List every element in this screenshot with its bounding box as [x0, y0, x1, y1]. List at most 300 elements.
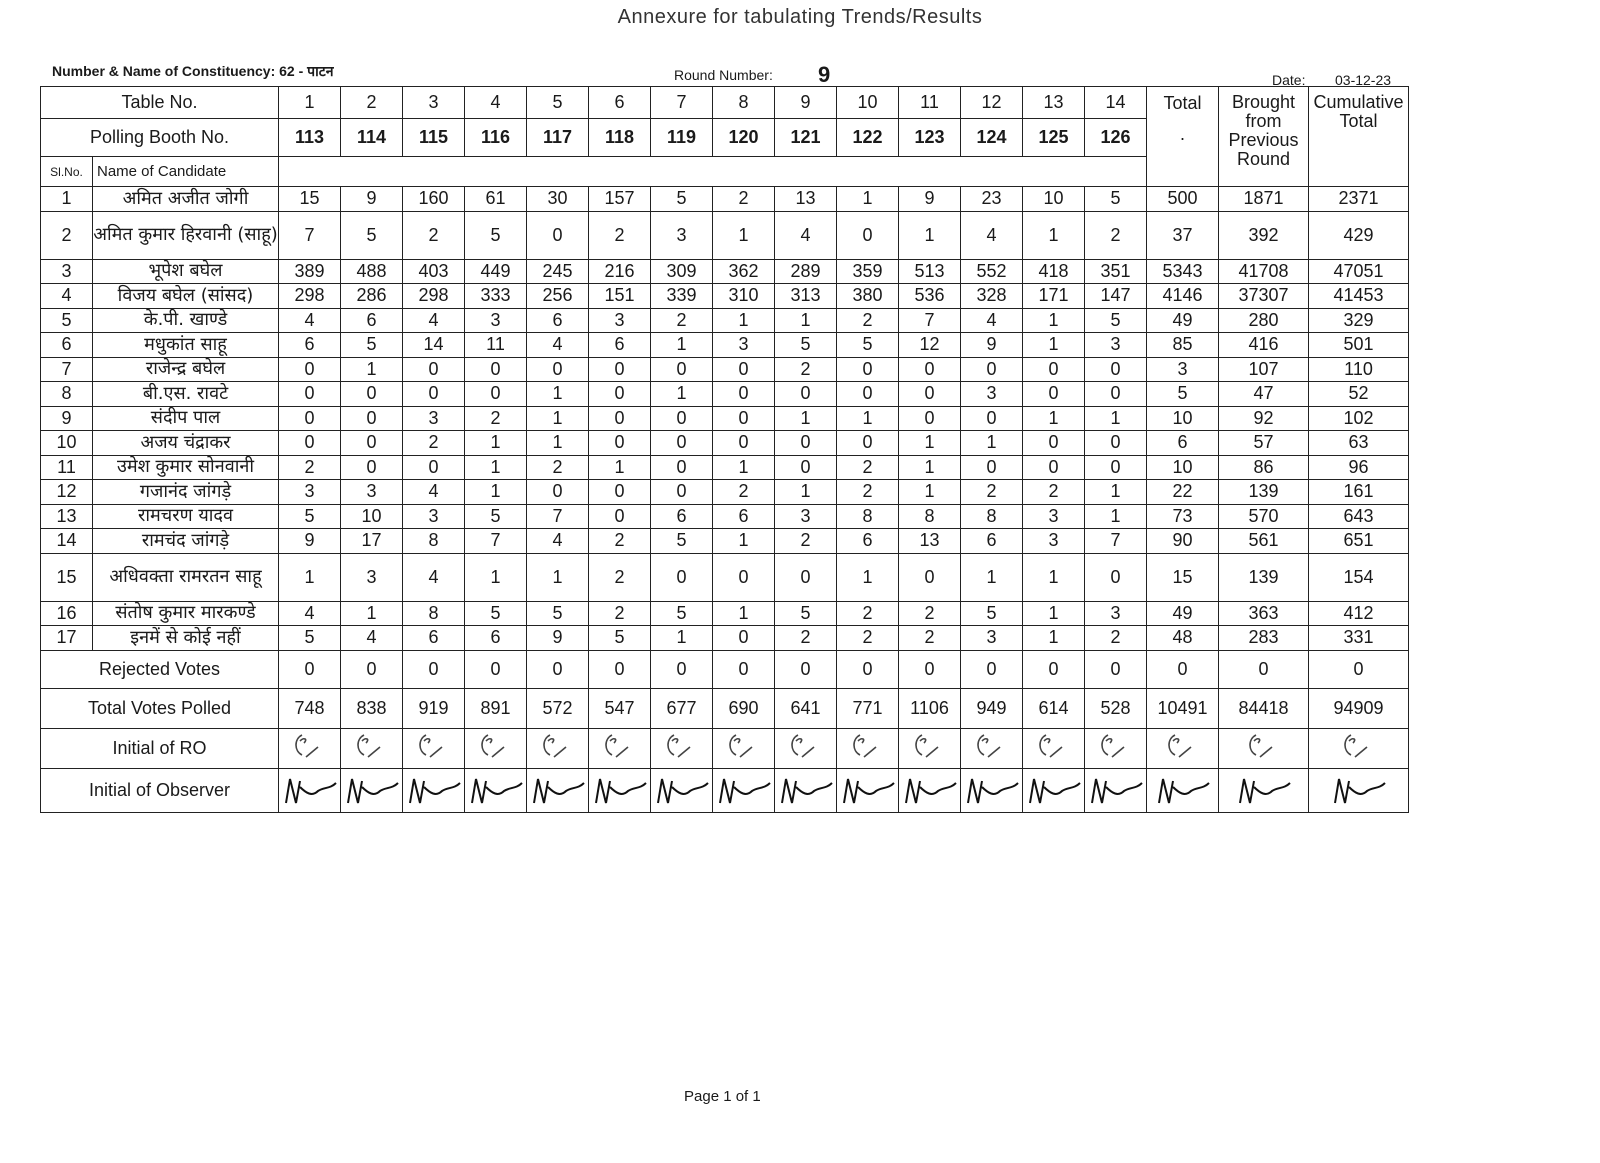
polled-cell: 771 — [837, 688, 899, 728]
ro-signature — [837, 728, 899, 768]
vote-cell: 8 — [403, 529, 465, 554]
table-no-cell: 3 — [403, 87, 465, 119]
vote-cell: 7 — [1085, 529, 1147, 554]
vote-cell: 0 — [403, 455, 465, 480]
vote-cell: 3 — [961, 382, 1023, 407]
vote-cell: 0 — [651, 431, 713, 456]
vote-cell: 0 — [589, 480, 651, 505]
vote-cell: 6 — [279, 333, 341, 358]
candidate-row — [41, 529, 1409, 554]
ro-signature — [713, 728, 775, 768]
vote-cell: 286 — [341, 284, 403, 309]
table-no-cell: 9 — [775, 87, 837, 119]
candidate-brought: 363 — [1219, 601, 1309, 626]
vote-cell: 5 — [341, 333, 403, 358]
booth-cell: 123 — [899, 119, 961, 157]
ro-signature — [341, 728, 403, 768]
vote-cell: 403 — [403, 259, 465, 284]
vote-cell: 0 — [589, 431, 651, 456]
vote-cell: 1 — [713, 308, 775, 333]
vote-cell: 0 — [465, 357, 527, 382]
vote-cell: 4 — [961, 308, 1023, 333]
candidate-total: 4146 — [1147, 284, 1219, 309]
candidate-total: 73 — [1147, 504, 1219, 529]
polled-label: Total Votes Polled — [41, 688, 279, 728]
vote-cell: 9 — [899, 187, 961, 212]
candidate-cumulative: 63 — [1309, 431, 1409, 456]
candidate-name: इनमें से कोई नहीं — [93, 626, 279, 651]
candidate-cumulative: 2371 — [1309, 187, 1409, 212]
vote-cell: 1 — [465, 455, 527, 480]
vote-cell: 0 — [961, 406, 1023, 431]
vote-cell: 2 — [899, 601, 961, 626]
candidate-name: मधुकांत साहू — [93, 333, 279, 358]
rejected-cell: 0 — [465, 650, 527, 688]
observer-signature — [1219, 768, 1309, 812]
vote-cell: 1 — [1023, 406, 1085, 431]
candidate-total: 49 — [1147, 601, 1219, 626]
booth-cell: 114 — [341, 119, 403, 157]
vote-cell: 6 — [589, 333, 651, 358]
candidate-slno: 15 — [41, 553, 93, 601]
vote-cell: 30 — [527, 187, 589, 212]
vote-cell: 488 — [341, 259, 403, 284]
observer-signature — [1085, 768, 1147, 812]
vote-cell: 513 — [899, 259, 961, 284]
polled-cell: 838 — [341, 688, 403, 728]
candidate-slno: 9 — [41, 406, 93, 431]
candidate-name: भूपेश बघेल — [93, 259, 279, 284]
vote-cell: 2 — [589, 211, 651, 259]
vote-cell: 5 — [651, 601, 713, 626]
vote-cell: 12 — [899, 333, 961, 358]
candidate-name: संदीप पाल — [93, 406, 279, 431]
vote-cell: 7 — [527, 504, 589, 529]
vote-cell: 9 — [527, 626, 589, 651]
vote-cell: 4 — [961, 211, 1023, 259]
vote-cell: 8 — [403, 601, 465, 626]
observer-signature — [279, 768, 341, 812]
candidate-brought: 416 — [1219, 333, 1309, 358]
observer-signature — [713, 768, 775, 812]
vote-cell: 3 — [651, 211, 713, 259]
booth-cell: 113 — [279, 119, 341, 157]
vote-cell: 0 — [775, 382, 837, 407]
vote-cell: 10 — [1023, 187, 1085, 212]
candidate-row — [41, 480, 1409, 505]
vote-cell: 1 — [837, 553, 899, 601]
vote-cell: 3 — [341, 480, 403, 505]
rejected-cell: 0 — [589, 650, 651, 688]
vote-cell: 1 — [1023, 601, 1085, 626]
vote-cell: 3 — [1085, 333, 1147, 358]
candidate-slno: 5 — [41, 308, 93, 333]
date-label: Date: — [1272, 72, 1306, 88]
table-no-cell: 8 — [713, 87, 775, 119]
constituency-label: Number & Name of Constituency: 62 - पाटन — [52, 63, 334, 79]
candidate-total: 22 — [1147, 480, 1219, 505]
table-no-row — [41, 87, 1409, 119]
candidate-cumulative: 47051 — [1309, 259, 1409, 284]
vote-cell: 4 — [279, 601, 341, 626]
candidate-row — [41, 504, 1409, 529]
polled-cell: 919 — [403, 688, 465, 728]
candidate-cumulative: 331 — [1309, 626, 1409, 651]
candidate-slno: 8 — [41, 382, 93, 407]
vote-cell: 3 — [341, 553, 403, 601]
candidate-cumulative: 651 — [1309, 529, 1409, 554]
observer-signature — [527, 768, 589, 812]
vote-cell: 2 — [651, 308, 713, 333]
vote-cell: 1 — [651, 626, 713, 651]
booth-cell: 119 — [651, 119, 713, 157]
candidate-total: 37 — [1147, 211, 1219, 259]
vote-cell: 0 — [279, 431, 341, 456]
booth-cell: 120 — [713, 119, 775, 157]
vote-cell: 5 — [341, 211, 403, 259]
candidate-brought: 107 — [1219, 357, 1309, 382]
vote-cell: 17 — [341, 529, 403, 554]
polled-cell: 949 — [961, 688, 1023, 728]
vote-cell: 1 — [1085, 504, 1147, 529]
vote-cell: 14 — [403, 333, 465, 358]
vote-cell: 11 — [465, 333, 527, 358]
vote-cell: 1 — [713, 455, 775, 480]
polled-cell: 614 — [1023, 688, 1085, 728]
candidate-total: 10 — [1147, 455, 1219, 480]
vote-cell: 1 — [837, 406, 899, 431]
polled-cell: 677 — [651, 688, 713, 728]
vote-cell: 0 — [1023, 357, 1085, 382]
vote-cell: 0 — [527, 211, 589, 259]
candidate-slno: 11 — [41, 455, 93, 480]
observer-signature — [589, 768, 651, 812]
vote-cell: 2 — [961, 480, 1023, 505]
vote-cell: 1 — [1023, 308, 1085, 333]
vote-cell: 2 — [403, 431, 465, 456]
slno-header: Sl.No. — [41, 157, 93, 187]
rejected-cell: 0 — [961, 650, 1023, 688]
vote-cell: 0 — [527, 480, 589, 505]
candidate-cumulative: 102 — [1309, 406, 1409, 431]
vote-cell: 1 — [713, 529, 775, 554]
vote-cell: 389 — [279, 259, 341, 284]
vote-cell: 1 — [279, 553, 341, 601]
candidate-row — [41, 431, 1409, 456]
vote-cell: 339 — [651, 284, 713, 309]
observer-signature — [651, 768, 713, 812]
candidate-cumulative: 41453 — [1309, 284, 1409, 309]
ro-signature — [1147, 728, 1219, 768]
rejected-brought: 0 — [1219, 650, 1309, 688]
ro-signature — [1023, 728, 1085, 768]
vote-cell: 0 — [279, 382, 341, 407]
vote-cell: 0 — [1023, 431, 1085, 456]
candidate-row — [41, 308, 1409, 333]
rejected-cell: 0 — [651, 650, 713, 688]
vote-cell: 328 — [961, 284, 1023, 309]
vote-cell: 362 — [713, 259, 775, 284]
candidate-total: 6 — [1147, 431, 1219, 456]
candidate-total: 90 — [1147, 529, 1219, 554]
vote-cell: 2 — [837, 480, 899, 505]
vote-cell: 5 — [279, 626, 341, 651]
vote-cell: 1 — [713, 211, 775, 259]
candidate-name: के.पी. खाण्डे — [93, 308, 279, 333]
vote-cell: 1 — [961, 553, 1023, 601]
vote-cell: 6 — [837, 529, 899, 554]
candidate-total: 48 — [1147, 626, 1219, 651]
table-no-cell: 14 — [1085, 87, 1147, 119]
table-no-cell: 10 — [837, 87, 899, 119]
vote-cell: 0 — [899, 382, 961, 407]
vote-cell: 0 — [899, 553, 961, 601]
candidate-brought: 561 — [1219, 529, 1309, 554]
candidate-cumulative: 643 — [1309, 504, 1409, 529]
vote-cell: 1 — [899, 480, 961, 505]
vote-cell: 5 — [775, 333, 837, 358]
vote-cell: 1 — [527, 553, 589, 601]
candidate-brought: 570 — [1219, 504, 1309, 529]
vote-cell: 0 — [651, 357, 713, 382]
vote-cell: 536 — [899, 284, 961, 309]
vote-cell: 3 — [1023, 504, 1085, 529]
observer-signature — [341, 768, 403, 812]
vote-cell: 1 — [527, 382, 589, 407]
vote-cell: 1 — [775, 308, 837, 333]
vote-cell: 449 — [465, 259, 527, 284]
vote-cell: 5 — [775, 601, 837, 626]
vote-cell: 9 — [341, 187, 403, 212]
candidate-brought: 139 — [1219, 480, 1309, 505]
table-no-cell: 4 — [465, 87, 527, 119]
vote-cell: 359 — [837, 259, 899, 284]
vote-cell: 1 — [465, 553, 527, 601]
observer-signature — [837, 768, 899, 812]
vote-cell: 0 — [899, 406, 961, 431]
vote-cell: 2 — [1085, 211, 1147, 259]
candidate-brought: 86 — [1219, 455, 1309, 480]
vote-cell: 2 — [899, 626, 961, 651]
observer-signature — [465, 768, 527, 812]
vote-cell: 6 — [341, 308, 403, 333]
observer-signature — [403, 768, 465, 812]
vote-cell: 4 — [527, 529, 589, 554]
ro-signature — [589, 728, 651, 768]
vote-cell: 0 — [837, 357, 899, 382]
ro-signature — [1309, 728, 1409, 768]
candidate-row — [41, 406, 1409, 431]
vote-cell: 0 — [589, 357, 651, 382]
candidate-cumulative: 429 — [1309, 211, 1409, 259]
vote-cell: 0 — [1085, 455, 1147, 480]
vote-cell: 15 — [279, 187, 341, 212]
table-no-cell: 1 — [279, 87, 341, 119]
vote-cell: 0 — [589, 382, 651, 407]
vote-cell: 9 — [961, 333, 1023, 358]
observer-signature — [1147, 768, 1219, 812]
vote-cell: 157 — [589, 187, 651, 212]
vote-cell: 1 — [899, 455, 961, 480]
polled-brought: 84418 — [1219, 688, 1309, 728]
candidate-cumulative: 412 — [1309, 601, 1409, 626]
candidate-row — [41, 601, 1409, 626]
candidate-row — [41, 357, 1409, 382]
vote-cell: 5 — [465, 504, 527, 529]
candidate-slno: 4 — [41, 284, 93, 309]
vote-cell: 171 — [1023, 284, 1085, 309]
vote-cell: 10 — [341, 504, 403, 529]
polled-cell: 641 — [775, 688, 837, 728]
rejected-cell: 0 — [1085, 650, 1147, 688]
total-header-label: Total — [1163, 93, 1202, 113]
vote-cell: 1 — [1085, 406, 1147, 431]
vote-cell: 5 — [1085, 308, 1147, 333]
initial-observer-row — [41, 768, 1409, 812]
candidate-slno: 3 — [41, 259, 93, 284]
vote-cell: 380 — [837, 284, 899, 309]
vote-cell: 0 — [713, 626, 775, 651]
vote-cell: 0 — [837, 211, 899, 259]
ro-signature — [279, 728, 341, 768]
total-votes-row — [41, 688, 1409, 728]
vote-cell: 0 — [341, 406, 403, 431]
vote-cell: 2 — [465, 406, 527, 431]
vote-cell: 0 — [651, 406, 713, 431]
vote-cell: 5 — [837, 333, 899, 358]
candidate-brought: 57 — [1219, 431, 1309, 456]
round-label: Round Number: — [674, 67, 773, 83]
candidate-cumulative: 154 — [1309, 553, 1409, 601]
vote-cell: 2 — [1023, 480, 1085, 505]
initial-ro-row — [41, 728, 1409, 768]
vote-cell: 313 — [775, 284, 837, 309]
vote-cell: 418 — [1023, 259, 1085, 284]
vote-cell: 0 — [961, 455, 1023, 480]
vote-cell: 3 — [465, 308, 527, 333]
vote-cell: 0 — [341, 382, 403, 407]
vote-cell: 2 — [837, 601, 899, 626]
vote-cell: 5 — [589, 626, 651, 651]
candidate-name: अधिवक्ता रामरतन साहू — [93, 553, 279, 601]
candidate-slno: 13 — [41, 504, 93, 529]
vote-cell: 552 — [961, 259, 1023, 284]
candidate-slno: 16 — [41, 601, 93, 626]
vote-cell: 5 — [465, 601, 527, 626]
ro-signature — [403, 728, 465, 768]
vote-cell: 0 — [589, 406, 651, 431]
vote-cell: 2 — [837, 455, 899, 480]
vote-cell: 1 — [1023, 553, 1085, 601]
candidate-name: अमित कुमार हिरवानी (साहू) — [93, 211, 279, 259]
vote-cell: 3 — [403, 504, 465, 529]
round-number: 9 — [818, 62, 831, 87]
vote-cell: 2 — [837, 626, 899, 651]
table-no-cell: 13 — [1023, 87, 1085, 119]
booth-cell: 124 — [961, 119, 1023, 157]
vote-cell: 1 — [1023, 211, 1085, 259]
vote-cell: 1 — [589, 455, 651, 480]
rejected-cell: 0 — [899, 650, 961, 688]
vote-cell: 0 — [837, 431, 899, 456]
vote-cell: 0 — [837, 382, 899, 407]
vote-cell: 2 — [589, 553, 651, 601]
vote-cell: 1 — [527, 406, 589, 431]
vote-cell: 2 — [527, 455, 589, 480]
vote-cell: 8 — [899, 504, 961, 529]
vote-cell: 2 — [713, 480, 775, 505]
candidate-row — [41, 187, 1409, 212]
vote-cell: 4 — [279, 308, 341, 333]
vote-cell: 3 — [403, 406, 465, 431]
vote-cell: 0 — [1085, 553, 1147, 601]
table-no-cell: 5 — [527, 87, 589, 119]
rejected-label: Rejected Votes — [41, 650, 279, 688]
cumulative-header: Cumulative Total — [1309, 87, 1409, 187]
candidate-slno: 7 — [41, 357, 93, 382]
vote-cell: 2 — [403, 211, 465, 259]
candidate-brought: 41708 — [1219, 259, 1309, 284]
vote-cell: 1 — [1085, 480, 1147, 505]
polled-cell: 1106 — [899, 688, 961, 728]
candidate-slno: 6 — [41, 333, 93, 358]
ro-signature — [651, 728, 713, 768]
candidate-row — [41, 455, 1409, 480]
vote-cell: 2 — [279, 455, 341, 480]
vote-cell: 0 — [465, 382, 527, 407]
vote-cell: 61 — [465, 187, 527, 212]
vote-cell: 0 — [1023, 382, 1085, 407]
observer-signature — [775, 768, 837, 812]
vote-cell: 1 — [651, 333, 713, 358]
page-footer: Page 1 of 1 — [684, 1088, 761, 1105]
ro-signature — [899, 728, 961, 768]
polled-cell: 748 — [279, 688, 341, 728]
vote-cell: 0 — [403, 382, 465, 407]
vote-cell: 1 — [899, 211, 961, 259]
ro-signature — [465, 728, 527, 768]
vote-cell: 0 — [961, 357, 1023, 382]
candidate-total: 5 — [1147, 382, 1219, 407]
vote-cell: 6 — [651, 504, 713, 529]
vote-cell: 0 — [775, 553, 837, 601]
booth-cell: 117 — [527, 119, 589, 157]
rejected-cell: 0 — [341, 650, 403, 688]
vote-cell: 1 — [1023, 626, 1085, 651]
vote-cell: 1 — [465, 480, 527, 505]
vote-cell: 8 — [961, 504, 1023, 529]
vote-cell: 1 — [651, 382, 713, 407]
rejected-cell: 0 — [1023, 650, 1085, 688]
vote-cell: 6 — [527, 308, 589, 333]
candidate-row — [41, 333, 1409, 358]
rejected-cumulative: 0 — [1309, 650, 1409, 688]
vote-cell: 289 — [775, 259, 837, 284]
candidate-total: 500 — [1147, 187, 1219, 212]
vote-cell: 2 — [589, 529, 651, 554]
candidate-cumulative: 501 — [1309, 333, 1409, 358]
candidate-slno: 17 — [41, 626, 93, 651]
table-no-cell: 11 — [899, 87, 961, 119]
booth-cell: 121 — [775, 119, 837, 157]
candidate-total: 85 — [1147, 333, 1219, 358]
vote-cell: 147 — [1085, 284, 1147, 309]
candidate-brought: 280 — [1219, 308, 1309, 333]
ro-signature — [961, 728, 1023, 768]
candidate-total: 15 — [1147, 553, 1219, 601]
booth-cell: 115 — [403, 119, 465, 157]
candidate-brought: 283 — [1219, 626, 1309, 651]
